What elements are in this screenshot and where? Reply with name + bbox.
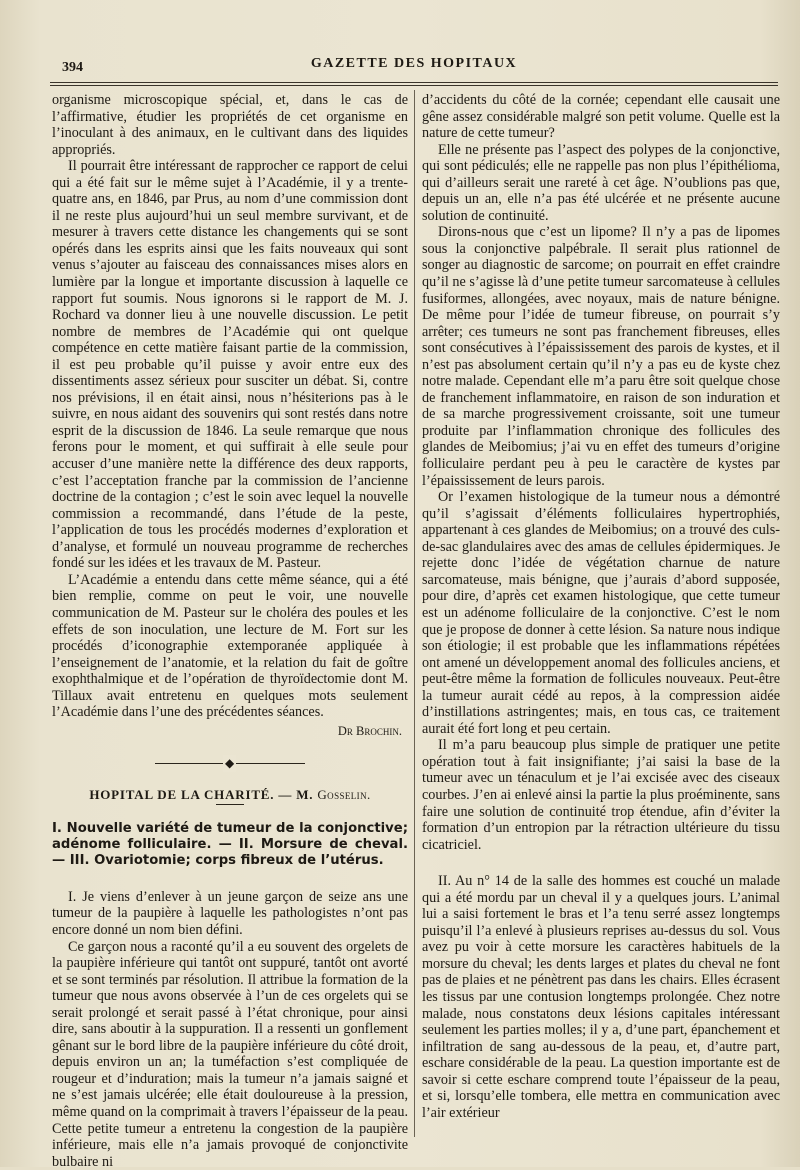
right-paragraph-2: Elle ne présente pas l’aspect des polypes de la conjonctive, qui sont pédiculés; elle ne rappelle pas non plus l’épithélioma, qui d’ailleurs serait une rareté à cet âge. N’oublions pas que, depuis un an, elle n’a pas été ulcérée et ne présente aucune solution de continuité. [422, 141, 780, 224]
right-paragraph-4: Or l’examen histologique de la tumeur nous a démontré qu’il s’agissait d’éléments folliculaires hypertrophiés, appartenant à ces glandes de Meibomius; on a trouvé des culs-de-sac glandulaires avec des amas de cellules épidermiques. Je rejette donc l’idée de végétation charnue de nature sarcomateuse, mais bénigne, que j’aurais d’abord supposée, pour dire, d’après cet examen histologique, que cette tumeur est un adénome folliculaire de la conjonctive. C’est le nom que je propose de donner à cette lésion. Sa nature nous indique son étiologie; il est probable que les inflammations répétées ont amené un développement anomal des follicules anciens, et peut-être même la formation de follicules nouveaux. Peut-être la tumeur aurait cédé au repos, à la compression aidée d’instillations astringentes; mais, en tous cas, ce traitement aurait été fort long et peu certain. [422, 489, 780, 737]
right-paragraph-3: Dirons-nous que c’est un lipome? Il n’y a pas de lipomes sous la conjonctive palpébrale. Il serait plus rationnel de songer au diagnostic de sarcome; on pourrait en effet craindre qu’il ne s’agisse là d’une petite tumeur sarcomateuse à cellules fusiformes, allongées, avec noyaux, mais de nature bénigne. De même pour l’idée de tumeur fibreuse, on pourrait s’y arrêter; ces tumeurs ne sont pas franchement fibreuses, elles sont consécutives à l’épaississement des parois de kystes, et il n’est pas absolument certain qu’il n’y a pas eu de kyste chez notre malade. Cependant elle m’a paru être soit quelque chose de franchement inflammatoire, en raison de son induration et de sa marche progressivement croissante, soit une tumeur produite par l’inflammation chronique des follicules des glandes de Meibomius; j’ai vu en effet des tumeurs d’origine folliculaire perdant peu à peu le caractère de kystes par l’épaississement de leurs parois. [422, 224, 780, 489]
right-column [422, 92, 780, 1121]
left-column [52, 92, 408, 1170]
column-divider [414, 90, 415, 1137]
journal-title: GAZETTE DES HOPITAUX [310, 56, 518, 71]
ornament-glyph: ◆ [225, 756, 235, 771]
page-number: 394 [62, 60, 83, 75]
lecture-summary: I. Nouvelle variété de tumeur de la conjonctive; adénome folliculaire. — II. Morsure de cheval. — III. Ovariotomie; corps fibreux de l’utérus. [52, 820, 408, 868]
page-header [50, 52, 778, 80]
right-paragraph-6: II. Au n° 14 de la salle des hommes est couché un malade qui a été mordu par un cheval il y a quelques jours. L’animal lui a saisi fortement le bras et l’a tenu serré assez longtemps puisqu’il l’a enlevé à plusieurs reprises au-dessus du sol. Vous avez pu voir à cette morsure les caractères habituels de la morsure du cheval; les dents larges et plates du cheval ne font pas de plaies et ne pénètrent pas dans les chairs. Elles écrasent les tissus par une contusion longtemps prolongée. Chez notre malade, nous constatons deux lésions capitales intéressant seulement les parties molles; il y a, d’une part, épanchement et infiltration de sang au-dessous de la peau, et, d’autre part, eschare considérable de la peau. La question importante est de savoir si cette eschare comprend toute l’épaisseur de la peau, et si, lorsqu’elle tombera, elle mettra en communication avec l’air extérieur [422, 873, 780, 1121]
right-paragraph-1: d’accidents du côté de la cornée; cependant elle causait une gêne assez considérable malgré son petit volume. Quelle est la nature de cette tumeur? [422, 92, 780, 142]
left-paragraph-3: L’Académie a entendu dans cette même séance, qui a été bien remplie, comme on peut le voir, une nouvelle communication de M. Pasteur sur le choléra des poules et les effets de son inoculation, une lecture de M. Fort sur les procédés d’iconographie extemporanée appliquée à l’enseignement de l’anatomie, et la relation du fait de goître exophthalmique et de l’opération de thyroïdectomie dont M. Tillaux avait entretenu en quelques mots seulement l’Académie dans l’une des précédentes séances. [52, 571, 408, 721]
author-signature: Dr Brochin. [337, 723, 402, 738]
left-paragraph-4: I. Je viens d’enlever à un jeune garçon de seize ans une tumeur de la paupière à laquelle les pathologistes n’ont pas encore donné un nom bien défini. [52, 888, 408, 938]
hospital-heading-text: HOPITAL DE LA CHARITÉ. — M. [89, 787, 318, 803]
left-paragraph-2: Il pourrait être intéressant de rapprocher ce rapport de celui qui a été fait sur le même sujet à l’Académie, il y a trente-quatre ans, en 1846, par Prus, au nom d’une commission dont il ne reste plus aujourd’hui un seul membre survivant, et de mesurer à travers cette distance les changements qui se sont opérés dans les esprits ainsi que les faits nouveaux qui sont venus s’ajouter au faisceau des connaissances mises alors en lumière par la longue et importante discussion à laquelle ce rapport fut soumis. Nous ignorons si le rapport de M. J. Rochard va donner lieu à une nouvelle discussion. Le petit nombre de membres de l’Académie qui ont quelque compétence en cette matière faisant partie de la commission, il est peu probable qu’il puisse y avoir entre eux des dissentiments assez sérieux pour susciter un débat. Si, contre nos prévisions, il en était ainsi, nous n’hésiterions pas à le suivre, en nous aidant des souvenirs qui sont restés dans notre esprit de la discussion de 1846. La seule remarque que nous ferons pour le moment, et qui suffirait à elle seule pour accuser d’une manière nette la différence des deux rapports, c’est l’acceptation franche par la commission de l’ancienne doctrine de la contagion ; c’est le soin avec lequel la nouvelle commission a recommandé, dans l’étude de la peste, l’application de tous les procédés modernes d’exploration et d’analyse, et formulé un nouveau programme de recherches fondé sur les idées et les travaux de M. Pasteur. [52, 158, 408, 572]
header-rule [50, 82, 778, 86]
right-paragraph-5: Il m’a paru beaucoup plus simple de pratiquer une petite opération tout à fait insignifiante; j’ai saisi la base de la tumeur avec un ténaculum et je l’ai excisée avec des ciseaux courbes. J’en ai enlevé ainsi la partie la plus proéminente, sans faire une solution de continuité trop étendue, afin d’éviter la formation d’un entropion par la rétraction ultérieure du tissu cicatriciel. [422, 737, 780, 853]
section-ornament [155, 756, 305, 771]
left-paragraph-5: Ce garçon nous a raconté qu’il a eu souvent des orgelets de la paupière inférieure qui tantôt ont suppuré, tantôt ont avorté et se sont terminés par résolution. Il attribue la formation de la tumeur que nous avons observée à l’un de ces orgelets qui se serait prolongé et serait passé à l’état chronique, pour ainsi dire, sans aboutir à la suppuration. Il a ressenti un gonflement gênant sur le bord libre de la paupière inférieure du côté droit, depuis environ un an; la tuméfaction s’est compliquée de rougeur et d’induration; mais la tumeur n’a jamais saigné et ne s’est jamais ulcérée; elle était douloureuse à la pression, même quand on la comprimait à travers l’épaisseur de la peau. Cette petite tumeur a entretenu la congestion de la paupière inférieure, mais elle n’a jamais provoqué de conjonctivite bulbaire ni [52, 938, 408, 1170]
left-paragraph-1: organisme microscopique spécial, et, dans le cas de l’affirmative, étudier les propriétés de cet organisme en l’inoculant à des animaux, en le cultivant dans des liquides appropriés. [52, 92, 408, 158]
hospital-heading [52, 787, 408, 804]
hospital-professor: Gosselin. [317, 787, 371, 803]
section-gap [422, 853, 780, 873]
heading-rule [216, 804, 244, 805]
